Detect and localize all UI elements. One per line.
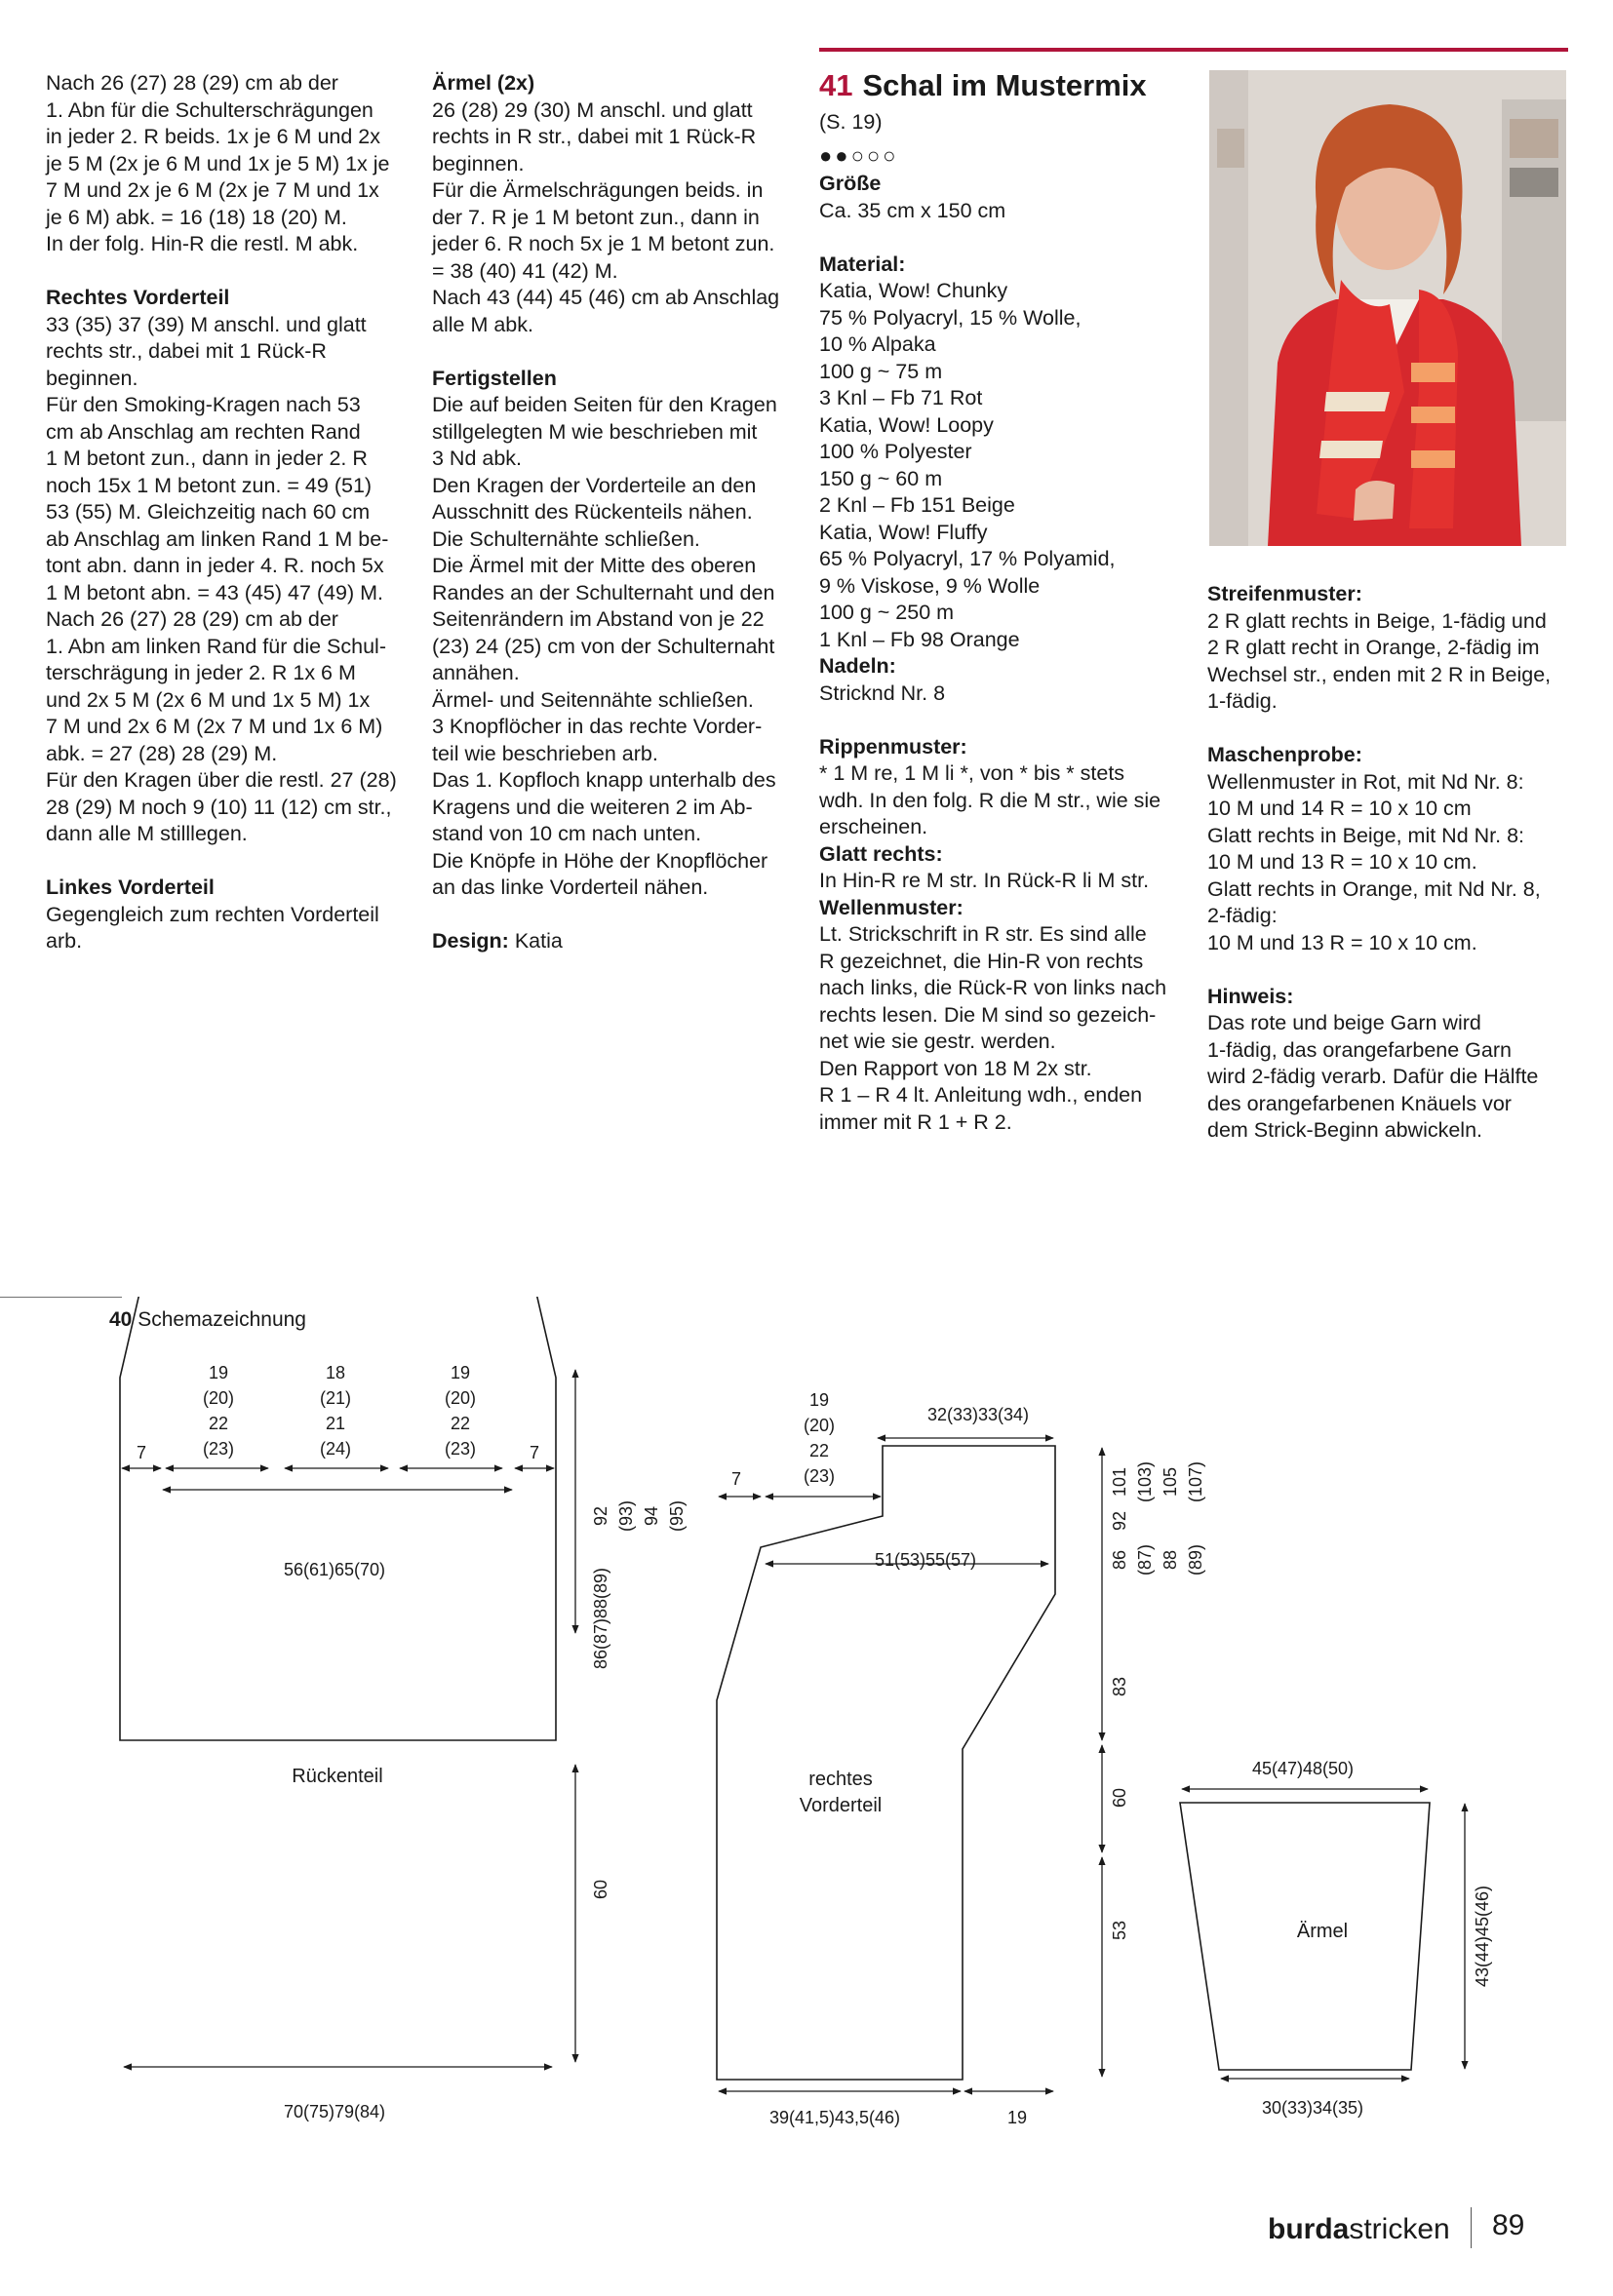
section-heading-aermel: Ärmel (2x) [432,71,535,95]
page-number: 89 [1492,2209,1525,2241]
front-vertical-measurements [1110,1461,1205,1940]
svg-text:Vorderteil: Vorderteil [799,1795,883,1816]
text-line: annähen. [432,661,520,684]
svg-text:(20): (20) [444,1388,477,1408]
text-line: dem Strick-Beginn abwickeln. [1207,1118,1483,1142]
svg-text:19: 19 [208,1363,229,1382]
text-line: Katia, Wow! Chunky [819,279,1008,302]
svg-text:18: 18 [325,1363,346,1382]
section-heading-rechtes-vorderteil: Rechtes Vorderteil [46,286,230,309]
svg-text:7: 7 [730,1469,742,1489]
text-line: 7 M und 2x je 6 M (2x je 7 M und 1x [46,178,379,202]
svg-text:101: 101 [1110,1466,1129,1498]
text-line: 3 Knopflöcher in das rechte Vorder- [432,715,763,738]
svg-text:92: 92 [1110,1510,1129,1532]
text-line: Das rote und beige Garn wird [1207,1011,1481,1034]
diagram-title: 40 Schemazeichnung [109,1308,306,1331]
text-line: stillgelegten M wie beschrieben mit [432,419,758,444]
text-line: (23) 24 (25) cm von der Schulternaht [432,634,775,658]
text-line: 2 R glatt recht in Orange, 2-fädig im [1207,636,1540,659]
section-heading-fertigstellen: Fertigstellen [432,366,557,390]
text-line: Gegengleich zum rechten Vorderteil [46,902,379,926]
svg-text:(95): (95) [667,1499,687,1533]
text-line: Für die Ärmelschrägungen beids. in [432,178,764,202]
text-line: des orangefarbenen Knäuels vor [1207,1091,1512,1115]
section-heading-groesse: Größe [819,172,882,195]
footer-brand: burdastricken [1268,2213,1450,2245]
svg-text:92: 92 [591,1505,610,1527]
text-line: 1 M betont abn. = 43 (45) 47 (49) M. [46,580,383,604]
text-line: Nach 43 (44) 45 (46) cm ab Anschlag [432,286,780,309]
svg-text:(23): (23) [803,1466,836,1486]
text-line: der 7. R je 1 M betont zun., dann in [432,205,760,229]
model-photo [1209,70,1566,546]
text-line: 150 g ~ 60 m [819,466,943,490]
difficulty-rating: ●●○○○ [819,142,899,168]
text-line: Lt. Strickschrift in R str. Es sind alle [819,922,1147,946]
text-line: Wechsel str., enden mit 2 R in Beige, [1207,662,1552,686]
svg-text:22: 22 [450,1414,471,1433]
text-line: 3 Nd abk. [432,447,523,470]
text-line: je 5 M (2x je 6 M und 1x je 5 M) 1x je [46,151,390,175]
svg-text:(20): (20) [803,1416,836,1435]
svg-text:Ärmel: Ärmel [1296,1921,1349,1942]
text-line: wdh. In den folg. R die M str., wie sie [819,788,1161,812]
svg-text:88: 88 [1161,1549,1180,1571]
sleeve-measurements [1252,1759,1492,2118]
svg-text:22: 22 [808,1441,830,1460]
back-vertical-measurements [591,1500,687,1899]
svg-text:51(53)55(57): 51(53)55(57) [874,1550,977,1570]
accent-rule [819,48,1568,52]
fertigstellen-text [432,392,793,902]
text-line: jeder 6. R noch 5x je 1 M betont zun. [432,232,775,255]
back-measurements [137,1363,539,2121]
text-line: 28 (29) M noch 9 (10) 11 (12) cm str., [46,795,392,819]
back-shoulder-instructions [46,70,402,258]
text-line: arb. [46,929,83,953]
svg-text:(89): (89) [1186,1543,1205,1576]
svg-text:Rückenteil: Rückenteil [292,1766,383,1787]
svg-text:60: 60 [1110,1787,1129,1809]
text-line: Die auf beiden Seiten für den Kragen [432,393,777,416]
text-column-2 [432,70,793,955]
text-line: 1 M betont zun., dann in jeder 2. R [46,447,368,470]
svg-text:94: 94 [642,1505,661,1527]
text-line: Katia, Wow! Loopy [819,412,994,437]
svg-text:32(33)33(34): 32(33)33(34) [926,1405,1030,1424]
text-line: dann alle M stilllegen. [46,822,248,845]
section-heading-glatt-rechts: Glatt rechts: [819,841,943,866]
svg-text:7: 7 [529,1443,540,1462]
text-line: Für den Smoking-Kragen nach 53 [46,393,361,416]
text-line: teil wie beschrieben arb. [432,741,658,765]
rechtes-vorderteil-text [46,312,402,848]
text-line: immer mit R 1 + R 2. [819,1109,1012,1134]
text-line: Ausschnitt des Rückenteils nähen. [432,500,753,524]
material-list [819,278,1182,653]
text-line: 1. Abn für die Schulterschrägungen [46,97,374,122]
text-line: Nach 26 (27) 28 (29) cm ab der [46,607,338,631]
text-line: 9 % Viskose, 9 % Wolle [819,573,1041,598]
text-line: beginnen. [432,151,525,175]
svg-text:(20): (20) [202,1388,235,1408]
text-line: Die Knöpfe in Höhe der Knopflöcher [432,848,768,873]
text-line: tont abn. dann in jeder 4. R. noch 5x [46,554,384,577]
section-heading-hinweis: Hinweis: [1207,984,1294,1008]
text-line: 33 (35) 37 (39) M anschl. und glatt [46,312,367,336]
svg-text:(87): (87) [1135,1543,1155,1576]
text-line: und 2x 5 M (2x 6 M und 1x 5 M) 1x [46,687,371,712]
svg-text:19: 19 [450,1363,471,1382]
text-line: 2 Knl – Fb 151 Beige [819,493,1015,517]
text-line: Die Schulternähte schließen. [432,526,700,551]
svg-text:70(75)79(84): 70(75)79(84) [283,2102,386,2121]
text-line: 2-fädig: [1207,904,1278,927]
text-line: cm ab Anschlag am rechten Rand [46,419,361,444]
aermel-text [432,97,793,339]
svg-text:22: 22 [208,1414,229,1433]
text-line: 1-fädig, das orangefarbene Garn [1207,1037,1512,1062]
text-line: 1. Abn am linken Rand für die Schul- [46,634,386,658]
text-line: in jeder 2. R beids. 1x je 6 M und 2x [46,125,380,148]
pattern-title: 41 Schal im Mustermix [819,68,1147,102]
glatt-rechts-text: In Hin-R re M str. In Rück-R li M str. [819,869,1150,892]
text-line: 2 R glatt rechts in Beige, 1-fädig und [1207,608,1547,633]
text-column-4 [1207,581,1570,1145]
text-line: stand von 10 cm nach unten. [432,822,702,845]
text-column-3 [819,68,1182,1136]
svg-text:53: 53 [1110,1920,1129,1941]
streifenmuster-text [1207,608,1570,716]
text-line: 100 g ~ 250 m [819,601,955,624]
text-line: abk. = 27 (28) 28 (29) M. [46,741,278,765]
text-line: Das 1. Kopfloch knapp unterhalb des [432,768,776,792]
text-line: erscheinen. [819,815,928,838]
text-line: 26 (28) 29 (30) M anschl. und glatt [432,97,753,122]
svg-text:86: 86 [1110,1549,1129,1571]
text-line: Glatt rechts in Orange, mit Nd Nr. 8, [1207,876,1541,901]
front-measurements [731,1390,1029,2127]
text-column-1 [46,70,402,955]
text-line: noch 15x 1 M betont zun. = 49 (51) [46,473,373,497]
text-line: net wie sie gestr. werden. [819,1030,1056,1053]
text-line: je 6 M) abk. = 16 (18) 18 (20) M. [46,205,347,229]
svg-text:21: 21 [325,1414,346,1433]
text-line: 75 % Polyacryl, 15 % Wolle, [819,305,1082,330]
text-line: terschrägung in jeder 2. R 1x 6 M [46,661,356,684]
text-line: alle M abk. [432,312,533,336]
text-line: In der folg. Hin-R die restl. M abk. [46,232,359,255]
svg-text:(21): (21) [319,1388,352,1408]
svg-text:(107): (107) [1186,1460,1205,1503]
rippenmuster-text [819,760,1182,841]
svg-text:86(87)88(89): 86(87)88(89) [591,1567,610,1670]
footer-divider [1471,2207,1472,2248]
text-line: 10 M und 14 R = 10 x 10 cm [1207,797,1472,820]
svg-text:83: 83 [1110,1676,1129,1697]
text-line: 1 Knl – Fb 98 Orange [819,627,1020,651]
svg-text:(23): (23) [202,1439,235,1459]
text-line: 1-fädig. [1207,689,1278,713]
svg-text:(103): (103) [1135,1460,1155,1503]
text-line: Glatt rechts in Beige, mit Nd Nr. 8: [1207,823,1525,847]
design-credit: Design: Katia [432,929,563,953]
section-heading-material: Material: [819,252,906,276]
text-line: Wellenmuster in Rot, mit Nd Nr. 8: [1207,769,1524,794]
svg-text:19: 19 [808,1390,830,1410]
text-line: 10 M und 13 R = 10 x 10 cm. [1207,850,1477,874]
svg-text:56(61)65(70): 56(61)65(70) [283,1560,386,1579]
text-line: rechts str., dabei mit 1 Rück-R [46,339,327,363]
text-line: Seitenrändern im Abstand von je 22 [432,607,765,631]
front-piece [717,1446,1055,2080]
section-heading-streifenmuster: Streifenmuster: [1207,582,1362,605]
text-line: 53 (55) M. Gleichzeitig nach 60 cm [46,500,371,524]
text-line: ab Anschlag am linken Rand 1 M be- [46,526,389,551]
pattern-number: 41 [819,68,853,102]
text-line: an das linke Vorderteil nähen. [432,876,709,899]
size-value: Ca. 35 cm x 150 cm [819,198,1006,222]
svg-text:30(33)34(35): 30(33)34(35) [1261,2098,1364,2118]
text-line: Den Rapport von 18 M 2x str. [819,1056,1092,1080]
text-line: R gezeichnet, die Hin-R von rechts [819,949,1144,973]
text-line: rechts lesen. Die M sind so gezeich- [819,1002,1157,1027]
text-line: Kragens und die weiteren 2 im Ab- [432,795,753,819]
section-heading-nadeln: Nadeln: [819,654,896,678]
svg-text:60: 60 [591,1879,610,1900]
text-line: R 1 – R 4 lt. Anleitung wdh., enden [819,1083,1143,1107]
text-line: nach links, die Rück-R von links nach [819,976,1167,999]
text-line: Ärmel- und Seitennähte schließen. [432,687,754,712]
svg-text:rechtes: rechtes [808,1769,873,1790]
text-line: rechts in R str., dabei mit 1 Rück-R [432,125,757,148]
text-line: 100 % Polyester [819,440,972,463]
text-line: 7 M und 2x 6 M (2x 7 M und 1x 6 M) [46,715,383,738]
hinweis-text [1207,1010,1570,1145]
svg-text:(93): (93) [616,1499,636,1533]
section-heading-maschenprobe: Maschenprobe: [1207,743,1362,766]
svg-text:(24): (24) [319,1439,352,1459]
text-line: Für den Kragen über die restl. 27 (28) [46,768,397,792]
svg-text:39(41,5)43,5(46): 39(41,5)43,5(46) [768,2108,901,2127]
maschenprobe-text [1207,769,1570,957]
svg-text:7: 7 [136,1443,147,1462]
svg-text:(23): (23) [444,1439,477,1459]
text-line: 10 % Alpaka [819,332,936,356]
text-line: beginnen. [46,366,138,390]
section-heading-linkes-vorderteil: Linkes Vorderteil [46,876,215,899]
text-line: 10 M und 13 R = 10 x 10 cm. [1207,930,1477,954]
text-line: Randes an der Schulternaht und den [432,580,775,604]
svg-text:105: 105 [1161,1466,1180,1498]
section-heading-wellenmuster: Wellenmuster: [819,895,964,919]
text-line: 100 g ~ 75 m [819,359,943,383]
svg-text:43(44)45(46): 43(44)45(46) [1473,1885,1492,1988]
text-line: wird 2-fädig verarb. Dafür die Hälfte [1207,1065,1539,1088]
section-heading-rippenmuster: Rippenmuster: [819,734,967,759]
text-line: Den Kragen der Vorderteile an den [432,473,757,497]
wellenmuster-text [819,921,1182,1136]
text-line: Die Ärmel mit der Mitte des oberen [432,554,757,577]
schematic-diagram [0,1297,1613,2155]
svg-text:45(47)48(50): 45(47)48(50) [1251,1759,1355,1778]
needle-value: Stricknd Nr. 8 [819,681,946,705]
text-line: = 38 (40) 41 (42) M. [432,258,618,283]
svg-text:19: 19 [1006,2108,1028,2127]
text-line: 3 Knl – Fb 71 Rot [819,386,983,409]
page-reference: (S. 19) [819,110,883,134]
text-line: Nach 26 (27) 28 (29) cm ab der [46,71,338,95]
linkes-vorderteil-text [46,902,402,955]
text-line: Katia, Wow! Fluffy [819,520,988,544]
text-line: * 1 M re, 1 M li *, von * bis * stets [819,761,1125,785]
text-line: 65 % Polyacryl, 17 % Polyamid, [819,547,1116,570]
